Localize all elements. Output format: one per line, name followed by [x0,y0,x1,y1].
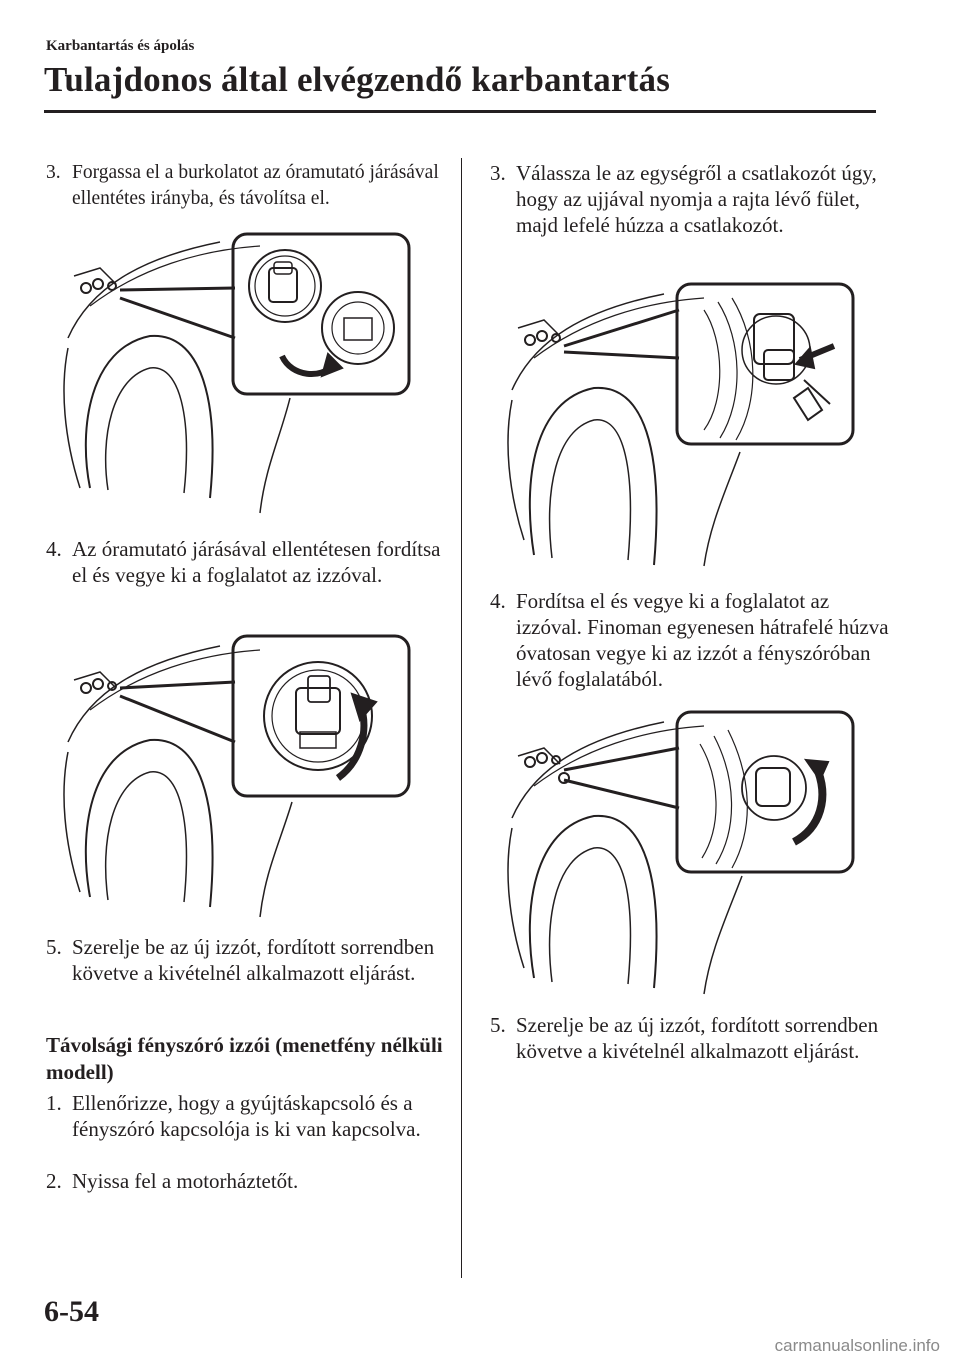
subheading: Távolsági fényszóró izzói (menetfény nélküli modell) [46,1033,443,1084]
connector-disconnect-illustration [504,280,864,570]
step-number: 4. [490,589,506,613]
step-number: 5. [46,935,62,959]
column-divider [461,158,462,1278]
page-number: 6-54 [44,1295,99,1328]
step-number: 3. [490,161,506,185]
step-text: Fordítsa el és vegye ki a foglalatot az izzóval. Finoman egyenesen hátrafelé húzva óvatosan vegye ki az izzót a fényszóróban lévő foglalatából. [516,589,889,691]
step-text: Forgassa el a burkolatot az óramutató járásával ellentétes irányba, és távolítsa el. [72,162,439,209]
step-number: 3. [46,162,61,183]
left-step-1 [46,1090,446,1142]
left-step-2 [46,1168,446,1194]
left-step-4 [46,536,446,588]
step-text: Válassza le az egységről a csatlakozót úgy, hogy az ujjával nyomja a rajta lévő fület, majd lefelé húzza a csatlakozót. [516,161,877,237]
watermark: carmanualsonline.info [774,1336,940,1355]
step-number: 5. [490,1013,506,1037]
bulb-socket-rotate-illustration [60,632,420,922]
title-rule [44,110,876,113]
highbeam-socket-rotate-illustration [504,708,864,998]
left-step-5 [46,934,446,986]
step-number: 1. [46,1091,62,1115]
left-step-3 [46,160,446,212]
right-step-3 [490,160,890,238]
step-number: 4. [46,537,62,561]
headlight-cover-removal-illustration [60,228,420,518]
step-text: Szerelje be az új izzót, fordított sorrendben követve a kivételnél alkalmazott eljárást. [72,935,435,985]
step-text: Az óramutató járásával ellentétesen fordítsa el és vegye ki a foglalatot az izzóval. [72,537,441,587]
right-step-4 [490,588,890,692]
step-text: Nyissa fel a motorháztetőt. [72,1169,299,1193]
page-title: Tulajdonos által elvégzendő karbantartás [44,60,671,99]
step-text: Ellenőrizze, hogy a gyújtáskapcsoló és a fényszóró kapcsolója is ki van kapcsolva. [72,1091,421,1141]
step-number: 2. [46,1169,62,1193]
section-label: Karbantartás és ápolás [46,38,195,54]
step-text: Szerelje be az új izzót, fordított sorrendben követve a kivételnél alkalmazott eljárást. [516,1013,879,1063]
right-step-5 [490,1012,890,1064]
